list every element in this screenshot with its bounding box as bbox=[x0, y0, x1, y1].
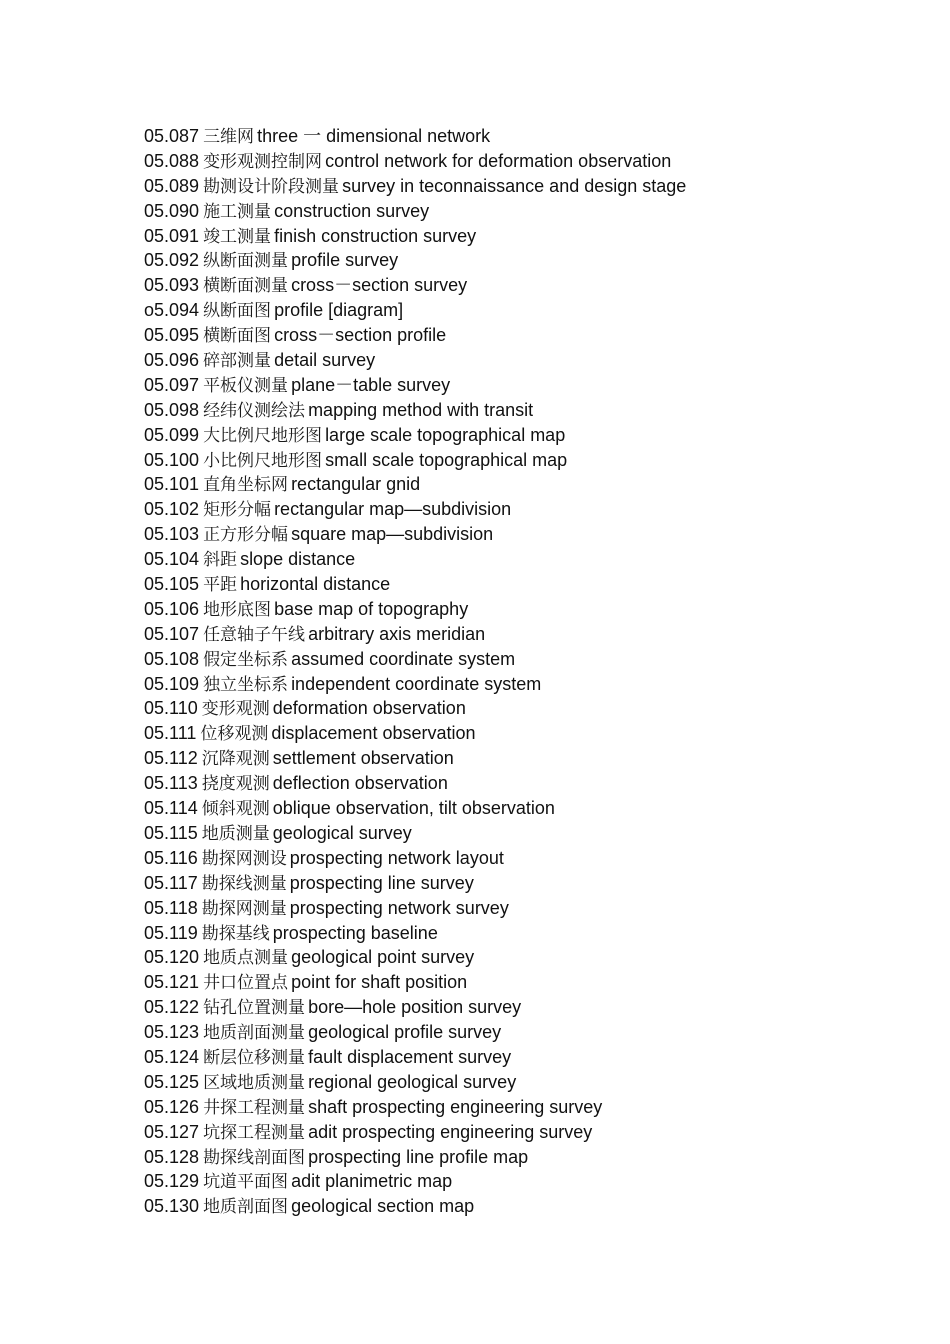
entry-english-term: detail survey bbox=[274, 350, 376, 371]
entry-code: 05.127 bbox=[144, 1121, 200, 1142]
glossary-entry bbox=[144, 1045, 904, 1070]
glossary-entry bbox=[144, 597, 904, 622]
entry-chinese-term: 任意轴子午线 bbox=[203, 624, 306, 645]
entry-english-term: slope distance bbox=[240, 549, 356, 570]
entry-chinese-term: 勘探线剖面图 bbox=[203, 1147, 306, 1168]
glossary-entry bbox=[144, 796, 904, 821]
entry-code: 05.099 bbox=[144, 424, 200, 445]
entry-english-term: settlement observation bbox=[272, 748, 454, 769]
entry-english-term: control network for deformation observation bbox=[325, 150, 672, 171]
entry-code: 05.108 bbox=[144, 648, 200, 669]
entry-code: 05.100 bbox=[144, 449, 200, 470]
entry-chinese-term: 地形底图 bbox=[203, 599, 272, 620]
entry-english-term: shaft prospecting engineering survey bbox=[308, 1096, 603, 1117]
entry-chinese-term: 经纬仪测绘法 bbox=[203, 400, 306, 421]
glossary-entry bbox=[144, 522, 904, 547]
entry-chinese-term: 独立坐标系 bbox=[203, 674, 289, 695]
entry-english-term: independent coordinate system bbox=[291, 673, 542, 694]
entry-code: 05.104 bbox=[144, 549, 200, 570]
entry-chinese-term: 平距 bbox=[203, 575, 238, 596]
entry-chinese-term: 矩形分幅 bbox=[203, 500, 272, 521]
entry-chinese-term: 坑道平面图 bbox=[203, 1172, 289, 1193]
entry-code: 05.124 bbox=[144, 1046, 200, 1067]
entry-chinese-term: 区域地质测量 bbox=[203, 1072, 306, 1093]
entry-english-term: rectangular gnid bbox=[291, 474, 421, 495]
glossary-entry bbox=[144, 224, 904, 249]
entry-english-term: large scale topographical map bbox=[325, 424, 566, 445]
entry-chinese-term: 三维网 bbox=[203, 127, 255, 147]
entry-english-term: survey in teconnaissance and design stage bbox=[342, 175, 687, 196]
entry-code: 05.089 bbox=[144, 175, 200, 196]
entry-chinese-term: 假定坐标系 bbox=[203, 649, 289, 670]
entry-code: 05.120 bbox=[144, 947, 200, 968]
entry-chinese-term: 直角坐标网 bbox=[203, 475, 289, 496]
entry-english-term: adit prospecting engineering survey bbox=[308, 1121, 593, 1142]
glossary-entry bbox=[144, 273, 904, 298]
entry-chinese-term: 地质剖面测量 bbox=[203, 1023, 306, 1044]
entry-chinese-term: 地质点测量 bbox=[203, 948, 289, 969]
entry-chinese-term: 钻孔位置测量 bbox=[203, 998, 306, 1019]
glossary-entry bbox=[144, 1070, 904, 1095]
entry-code: 05.116 bbox=[144, 847, 198, 868]
glossary-entry bbox=[144, 1095, 904, 1120]
entry-code: 05.109 bbox=[144, 673, 200, 694]
entry-code: 05.106 bbox=[144, 598, 200, 619]
entry-english-term: prospecting network layout bbox=[289, 847, 504, 868]
entry-english-term: geological point survey bbox=[291, 947, 475, 968]
glossary-entry bbox=[144, 1145, 904, 1170]
entry-english-term: displacement observation bbox=[271, 723, 476, 744]
entry-english-term: base map of topography bbox=[274, 598, 469, 619]
entry-code: 05.097 bbox=[144, 374, 200, 395]
entry-chinese-term: 断层位移测量 bbox=[203, 1047, 306, 1068]
entry-english-term: small scale topographical map bbox=[325, 449, 568, 470]
entry-chinese-term: 大比例尺地形图 bbox=[203, 425, 323, 446]
entry-english-term: plane－table survey bbox=[291, 374, 451, 395]
entry-english-term: regional geological survey bbox=[308, 1071, 517, 1092]
entry-chinese-term: 正方形分幅 bbox=[203, 525, 289, 546]
entry-english-term: prospecting baseline bbox=[272, 922, 438, 943]
glossary-entry bbox=[144, 149, 904, 174]
entry-code: o5.094 bbox=[144, 300, 200, 321]
entry-code: 05.118 bbox=[144, 897, 198, 918]
glossary-entry bbox=[144, 174, 904, 199]
glossary-entry bbox=[144, 497, 904, 522]
entry-chinese-term: 地质测量 bbox=[201, 823, 270, 844]
glossary-entry bbox=[144, 821, 904, 846]
entry-english-term: horizontal distance bbox=[240, 574, 391, 595]
entry-code: 05.119 bbox=[144, 922, 198, 943]
entry-code: 05.114 bbox=[144, 798, 198, 819]
entry-english-term: construction survey bbox=[274, 200, 430, 221]
glossary-entry bbox=[144, 647, 904, 672]
entry-code: 05.129 bbox=[144, 1171, 200, 1192]
glossary-entry bbox=[144, 896, 904, 921]
entry-code: 05.101 bbox=[144, 474, 200, 495]
entry-chinese-term: 竣工测量 bbox=[203, 226, 272, 247]
entry-english-term: geological section map bbox=[291, 1196, 475, 1217]
glossary-entry bbox=[144, 921, 904, 946]
entry-code: 05.103 bbox=[144, 524, 200, 545]
glossary-entry bbox=[144, 248, 904, 273]
glossary-entry bbox=[144, 547, 904, 572]
glossary-entry bbox=[144, 1169, 904, 1194]
entry-chinese-term: 位移观测 bbox=[200, 724, 269, 745]
entry-english-term: cross－section profile bbox=[274, 325, 447, 346]
entry-english-term: bore—hole position survey bbox=[308, 997, 522, 1018]
glossary-entry bbox=[144, 323, 904, 348]
entry-code: 05.105 bbox=[144, 574, 200, 595]
entry-code: 05.092 bbox=[144, 250, 200, 271]
entry-code: 05.102 bbox=[144, 499, 200, 520]
glossary-entry bbox=[144, 622, 904, 647]
entry-code: 05.111 bbox=[144, 723, 197, 744]
entry-chinese-term: 变形观测控制网 bbox=[203, 151, 323, 172]
entry-chinese-term: 井探工程测量 bbox=[203, 1097, 306, 1118]
glossary-entry bbox=[144, 995, 904, 1020]
glossary-entry bbox=[144, 572, 904, 597]
entry-chinese-term: 小比例尺地形图 bbox=[203, 450, 323, 471]
entry-code: 05.115 bbox=[144, 822, 198, 843]
entry-code: 05.117 bbox=[144, 872, 198, 893]
entry-code: 05.123 bbox=[144, 1022, 200, 1043]
entry-chinese-term: 勘测设计阶段测量 bbox=[203, 176, 340, 197]
entry-chinese-term: 碎部测量 bbox=[203, 351, 272, 372]
glossary-entry bbox=[144, 1120, 904, 1145]
entry-chinese-term: 勘探线测量 bbox=[201, 873, 287, 894]
entry-english-term: oblique observation, tilt observation bbox=[272, 798, 555, 819]
entry-chinese-term: 沉降观测 bbox=[201, 749, 270, 770]
entry-chinese-term: 地质剖面图 bbox=[203, 1197, 289, 1218]
glossary-entry bbox=[144, 472, 904, 497]
entry-english-term: cross－section survey bbox=[291, 275, 468, 296]
entry-chinese-term: 纵断面图 bbox=[203, 301, 272, 322]
entry-english-term: prospecting line survey bbox=[289, 872, 474, 893]
entry-chinese-term: 平板仪测量 bbox=[203, 375, 289, 396]
entry-chinese-term: 变形观测 bbox=[201, 699, 270, 720]
glossary-entry bbox=[144, 199, 904, 224]
glossary-list bbox=[144, 124, 904, 1219]
glossary-entry bbox=[144, 696, 904, 721]
entry-english-term: prospecting line profile map bbox=[308, 1146, 529, 1167]
entry-code: 05.121 bbox=[144, 972, 200, 993]
entry-code: 05.107 bbox=[144, 623, 200, 644]
glossary-entry bbox=[144, 348, 904, 373]
entry-english-term: geological survey bbox=[272, 822, 412, 843]
entry-code: 05.088 bbox=[144, 150, 200, 171]
entry-english-term: deformation observation bbox=[272, 698, 466, 719]
entry-english-term: fault displacement survey bbox=[308, 1046, 512, 1067]
entry-code: 05.096 bbox=[144, 350, 200, 371]
entry-chinese-term: 勘探网测设 bbox=[201, 848, 287, 869]
glossary-entry bbox=[144, 1020, 904, 1045]
glossary-entry bbox=[144, 970, 904, 995]
entry-code: 05.126 bbox=[144, 1096, 200, 1117]
entry-code: 05.087 bbox=[144, 126, 200, 146]
entry-chinese-term: 坑探工程测量 bbox=[203, 1122, 306, 1143]
entry-chinese-term: 勘探网测量 bbox=[201, 898, 287, 919]
entry-code: 05.095 bbox=[144, 325, 200, 346]
entry-english-term: three 一 dimensional network bbox=[257, 126, 491, 146]
entry-english-term: finish construction survey bbox=[274, 225, 477, 246]
glossary-entry bbox=[144, 871, 904, 896]
glossary-entry bbox=[144, 771, 904, 796]
entry-english-term: point for shaft position bbox=[291, 972, 468, 993]
glossary-entry bbox=[144, 721, 904, 746]
glossary-entry bbox=[144, 672, 904, 697]
glossary-entry bbox=[144, 448, 904, 473]
entry-english-term: adit planimetric map bbox=[291, 1171, 453, 1192]
entry-code: 05.130 bbox=[144, 1196, 200, 1217]
glossary-entry bbox=[144, 423, 904, 448]
entry-code: 05.093 bbox=[144, 275, 200, 296]
entry-code: 05.125 bbox=[144, 1071, 200, 1092]
entry-code: 05.098 bbox=[144, 399, 200, 420]
glossary-entry bbox=[144, 846, 904, 871]
entry-code: 05.122 bbox=[144, 997, 200, 1018]
entry-chinese-term: 横断面图 bbox=[203, 326, 272, 347]
entry-english-term: prospecting network survey bbox=[289, 897, 509, 918]
entry-code: 05.113 bbox=[144, 773, 198, 794]
entry-english-term: profile survey bbox=[291, 250, 399, 271]
entry-chinese-term: 横断面测量 bbox=[203, 276, 289, 297]
glossary-entry bbox=[144, 1194, 904, 1219]
entry-chinese-term: 施工测量 bbox=[203, 201, 272, 222]
entry-chinese-term: 斜距 bbox=[203, 550, 238, 571]
entry-code: 05.091 bbox=[144, 225, 200, 246]
glossary-entry bbox=[144, 298, 904, 323]
entry-chinese-term: 勘探基线 bbox=[201, 923, 270, 944]
entry-code: 05.128 bbox=[144, 1146, 200, 1167]
glossary-entry bbox=[144, 398, 904, 423]
entry-english-term: assumed coordinate system bbox=[291, 648, 516, 669]
entry-english-term: deflection observation bbox=[272, 773, 448, 794]
entry-english-term: mapping method with transit bbox=[308, 399, 534, 420]
entry-chinese-term: 倾斜观测 bbox=[201, 799, 270, 820]
entry-chinese-term: 挠度观测 bbox=[201, 774, 270, 795]
entry-english-term: arbitrary axis meridian bbox=[308, 623, 486, 644]
glossary-entry bbox=[144, 746, 904, 771]
glossary-entry bbox=[144, 373, 904, 398]
entry-english-term: square map—subdivision bbox=[291, 524, 494, 545]
entry-chinese-term: 井口位置点 bbox=[203, 973, 289, 994]
entry-chinese-term: 纵断面测量 bbox=[203, 251, 289, 272]
entry-code: 05.090 bbox=[144, 200, 200, 221]
entry-english-term: rectangular map—subdivision bbox=[274, 499, 512, 520]
entry-code: 05.110 bbox=[144, 698, 198, 719]
entry-english-term: geological profile survey bbox=[308, 1022, 502, 1043]
entry-code: 05.112 bbox=[144, 748, 198, 769]
glossary-entry bbox=[144, 124, 904, 149]
glossary-entry bbox=[144, 945, 904, 970]
entry-english-term: profile [diagram] bbox=[274, 300, 404, 321]
